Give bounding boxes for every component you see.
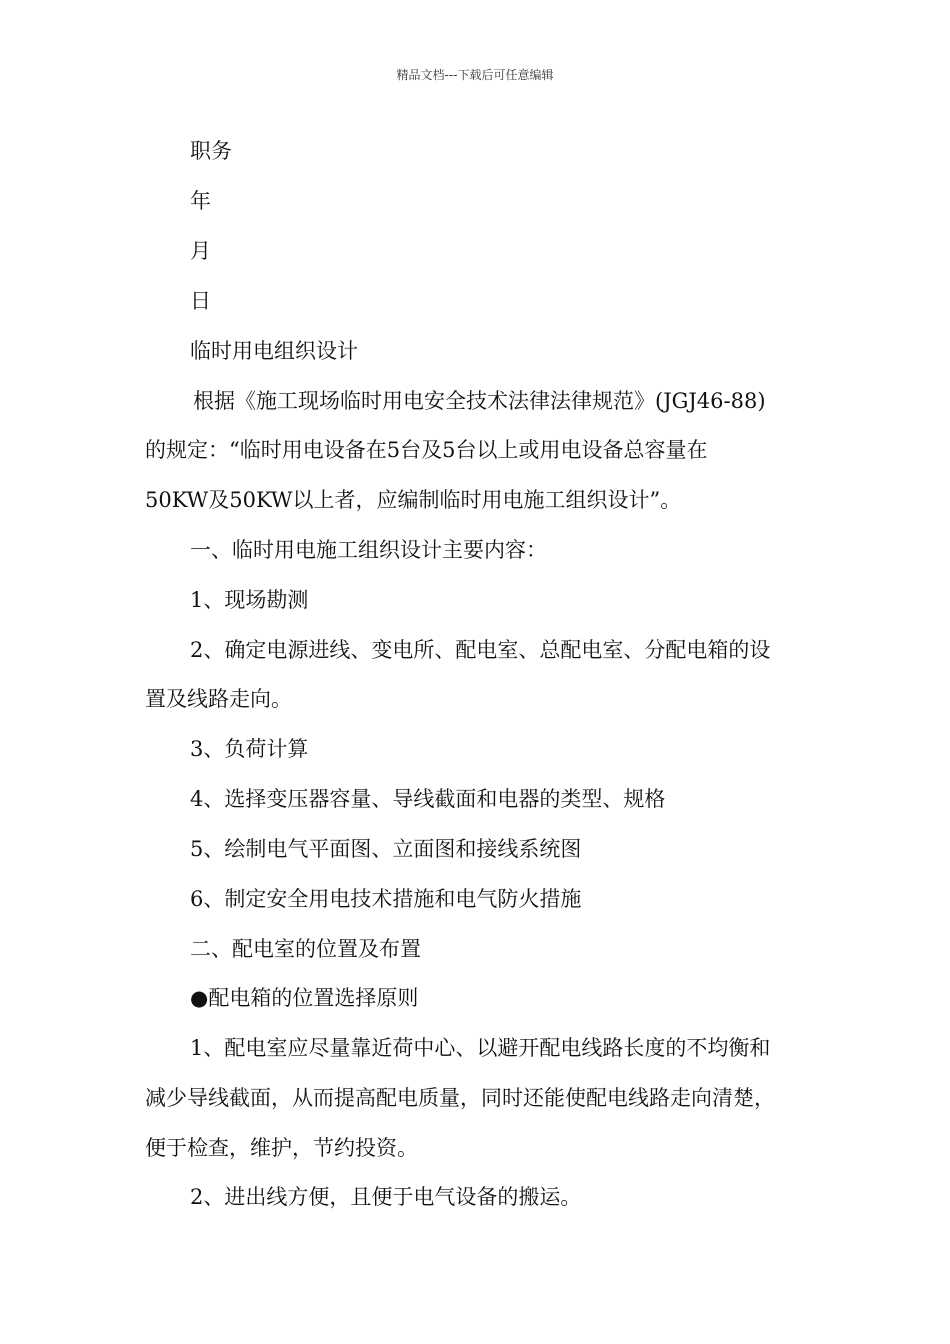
text-line-day: 日 xyxy=(190,289,211,313)
list-item: 2、进出线方便，且便于电气设备的搬运。 xyxy=(190,1185,582,1209)
list-item-continuation: 置及线路走向。 xyxy=(145,687,292,711)
section-heading: 二、配电室的位置及布置 xyxy=(190,937,421,961)
bullet-heading: ●配电箱的位置选择原则 xyxy=(190,986,419,1010)
list-item: 3、负荷计算 xyxy=(190,737,309,761)
list-item: 2、确定电源进线、变电所、配电室、总配电室、分配电箱的设 xyxy=(190,638,771,662)
section-heading: 一、临时用电施工组织设计主要内容： xyxy=(190,538,547,562)
text-line-month: 月 xyxy=(190,239,211,263)
list-item: 1、现场勘测 xyxy=(190,588,309,612)
list-item-continuation: 减少导线截面，从而提高配电质量，同时还能使配电线路走向清楚， xyxy=(145,1086,775,1110)
document-title: 临时用电组织设计 xyxy=(190,339,358,363)
list-item: 5、绘制电气平面图、立面图和接线系统图 xyxy=(190,837,582,861)
text-line-year: 年 xyxy=(190,189,211,213)
paragraph-line: 的规定：“临时用电设备在5台及5台以上或用电设备总容量在 xyxy=(145,438,708,462)
list-item: 6、制定安全用电技术措施和电气防火措施 xyxy=(190,887,582,911)
text-line-position: 职务 xyxy=(190,139,232,163)
paragraph-line: 50KW及50KW以上者，应编制临时用电施工组织设计”。 xyxy=(145,488,682,512)
list-item-continuation: 便于检查，维护，节约投资。 xyxy=(145,1136,418,1160)
list-item: 4、选择变压器容量、导线截面和电器的类型、规格 xyxy=(190,787,666,811)
paragraph-line: 根据《施工现场临时用电安全技术法律法律规范》(JGJ46-88) xyxy=(193,389,766,413)
list-item: 1、配电室应尽量靠近荷中心、以避开配电线路长度的不均衡和 xyxy=(190,1036,771,1060)
page-header: 精品文档---下载后可任意编辑 xyxy=(396,68,554,82)
